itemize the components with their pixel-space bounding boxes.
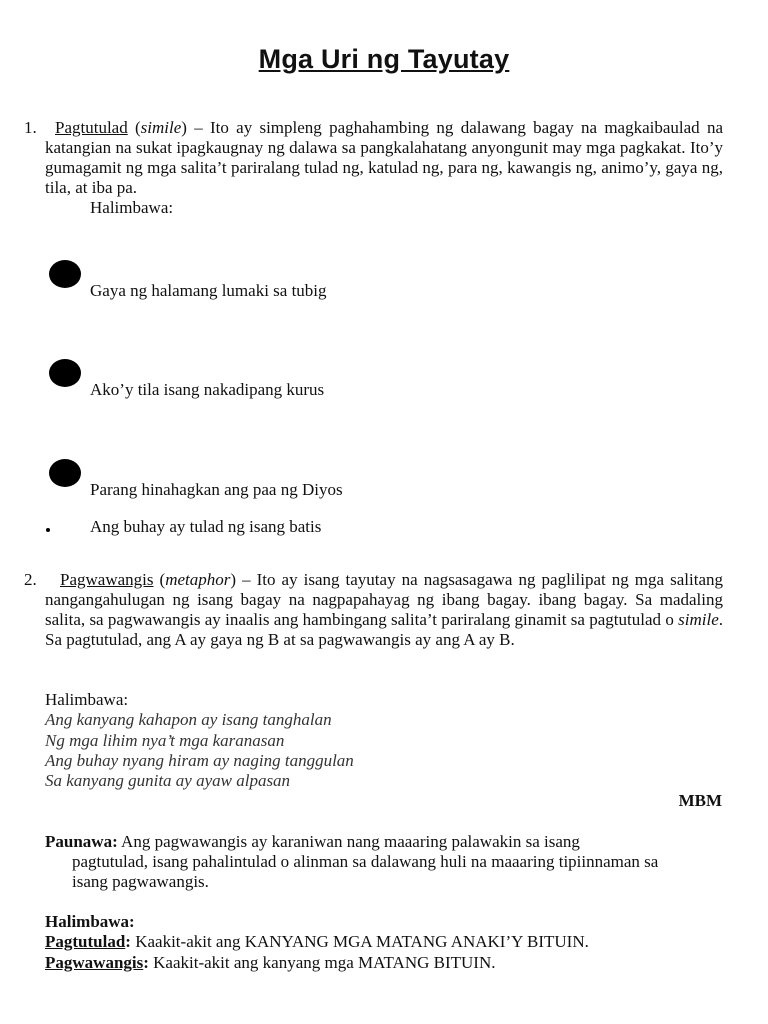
poem-line: Ang buhay nyang hiram ay naging tanggulan xyxy=(45,751,354,770)
poem-line: Ang kanyang kahapon ay isang tanghalan xyxy=(45,710,332,729)
definition-text: – Ito ay isang tayutay na nagsasagawa ng paglilipat ng mga salitang nangangahulugan ng isang bagay na nagpapahayag ng ibang bagay. ibang bagay. Sa madaling salita, sa pagwawangis ay inaalis ang hambingang salita’t pariralang ginamit sa pagtutulad o xyxy=(45,570,723,629)
examples-label-1: Halimbawa: xyxy=(90,198,174,217)
note-paragraph xyxy=(45,832,685,892)
examples-label-2: Halimbawa: xyxy=(45,690,129,709)
poem-line: Sa kanyang gunita ay ayaw alpasan xyxy=(45,771,291,790)
example-item: Ang buhay ay tulad ng isang batis xyxy=(90,517,322,536)
section-1-definition: Pagtutulad (simile) – Ito ay simpleng paghahambing ng dalawang bagay na magkaibaulad na katangian na sukat ipagkaugnay ng dalawa sa pangkalahatang anyongunit may mga pagkakat. Ito’y gumagamit ng mga salita’t pariralang tulad ng, katulad ng, para ng, kawangis ng, animo’y, gaya ng, tila, at iba pa. xyxy=(45,118,723,197)
term-metaphor: metaphor xyxy=(165,570,231,589)
note-rest: pagtutulad, isang pahalintulad o alinman sa dalawang huli na maaaring tipiinnaman sa isang pagwawangis. xyxy=(72,852,659,891)
term-pagwawangis: Pagwawangis xyxy=(60,570,154,589)
definition-italic: simile xyxy=(678,610,719,629)
example-item: Parang hinahagkan ang paa ng Diyos xyxy=(90,480,343,499)
poem-line: Ng mga lihim nya’t mga karanasan xyxy=(45,731,285,750)
term-simile: simile xyxy=(140,118,182,137)
metaphor-text: Kaakit-akit ang kanyang mga MATANG BITUIN. xyxy=(148,953,496,972)
section-2-definition: Pagwawangis (metaphor) – Ito ay isang tayutay na nagsasagawa ng paglilipat ng mga salitang nangangahulugan ng isang bagay na nagpapahayag ng ibang bagay. ibang bagay. Sa madaling salita, sa pagwawangis ay inaalis ang hambingang salita’t pariralang ginamit sa pagtutulad o simile. Sa pagtutulad, ang A ay gaya ng B at sa pagwawangis ay ang A ay B. xyxy=(45,570,723,649)
comparison-simile: Pagtutulad: Kaakit-akit ang KANYANG MGA MATANG ANAKI’Y BITUIN. xyxy=(45,932,589,951)
bullet-small xyxy=(46,528,50,532)
author-initials: MBM xyxy=(678,791,722,810)
note-label: Paunawa: xyxy=(45,832,118,851)
page-title: Mga Uri ng Tayutay xyxy=(258,44,510,74)
metaphor-label: Pagwawangis xyxy=(45,953,144,972)
section-1-number: 1. xyxy=(24,118,37,137)
note-first-line: Ang pagwawangis ay karaniwan nang maaaring palawakin sa isang xyxy=(117,832,580,851)
section-2-number: 2. xyxy=(24,570,37,589)
bullet-dot xyxy=(49,459,81,487)
comparison-label: Halimbawa: xyxy=(45,912,135,931)
bullet-dot xyxy=(49,359,81,387)
term-pagtutulad: Pagtutulad xyxy=(55,118,128,137)
definition-text: – Ito ay simpleng paghahambing ng dalawang bagay na magkaibaulad na katangian na sukat ipagkaugnay ng dalawa sa pangkalahatang anyongunit may mga pagkakat. Ito’y gumagamit ng mga salita’t pariralang tulad ng, katulad ng, para ng, kawangis ng, animo’y, gaya ng, tila, at iba pa. xyxy=(45,118,723,197)
example-item: Gaya ng halamang lumaki sa tubig xyxy=(90,281,327,300)
comparison-metaphor: Pagwawangis: Kaakit-akit ang kanyang mga MATANG BITUIN. xyxy=(45,953,496,972)
simile-text: Kaakit-akit ang KANYANG MGA MATANG ANAKI’Y BITUIN. xyxy=(130,932,589,951)
definition-text: . Sa pagtutulad, ang A ay gaya ng B at sa pagwawangis ay ang A ay B. xyxy=(45,610,723,649)
example-item: Ako’y tila isang nakadipang kurus xyxy=(90,380,325,399)
simile-label: Pagtutulad xyxy=(45,932,126,951)
bullet-dot xyxy=(49,260,81,288)
